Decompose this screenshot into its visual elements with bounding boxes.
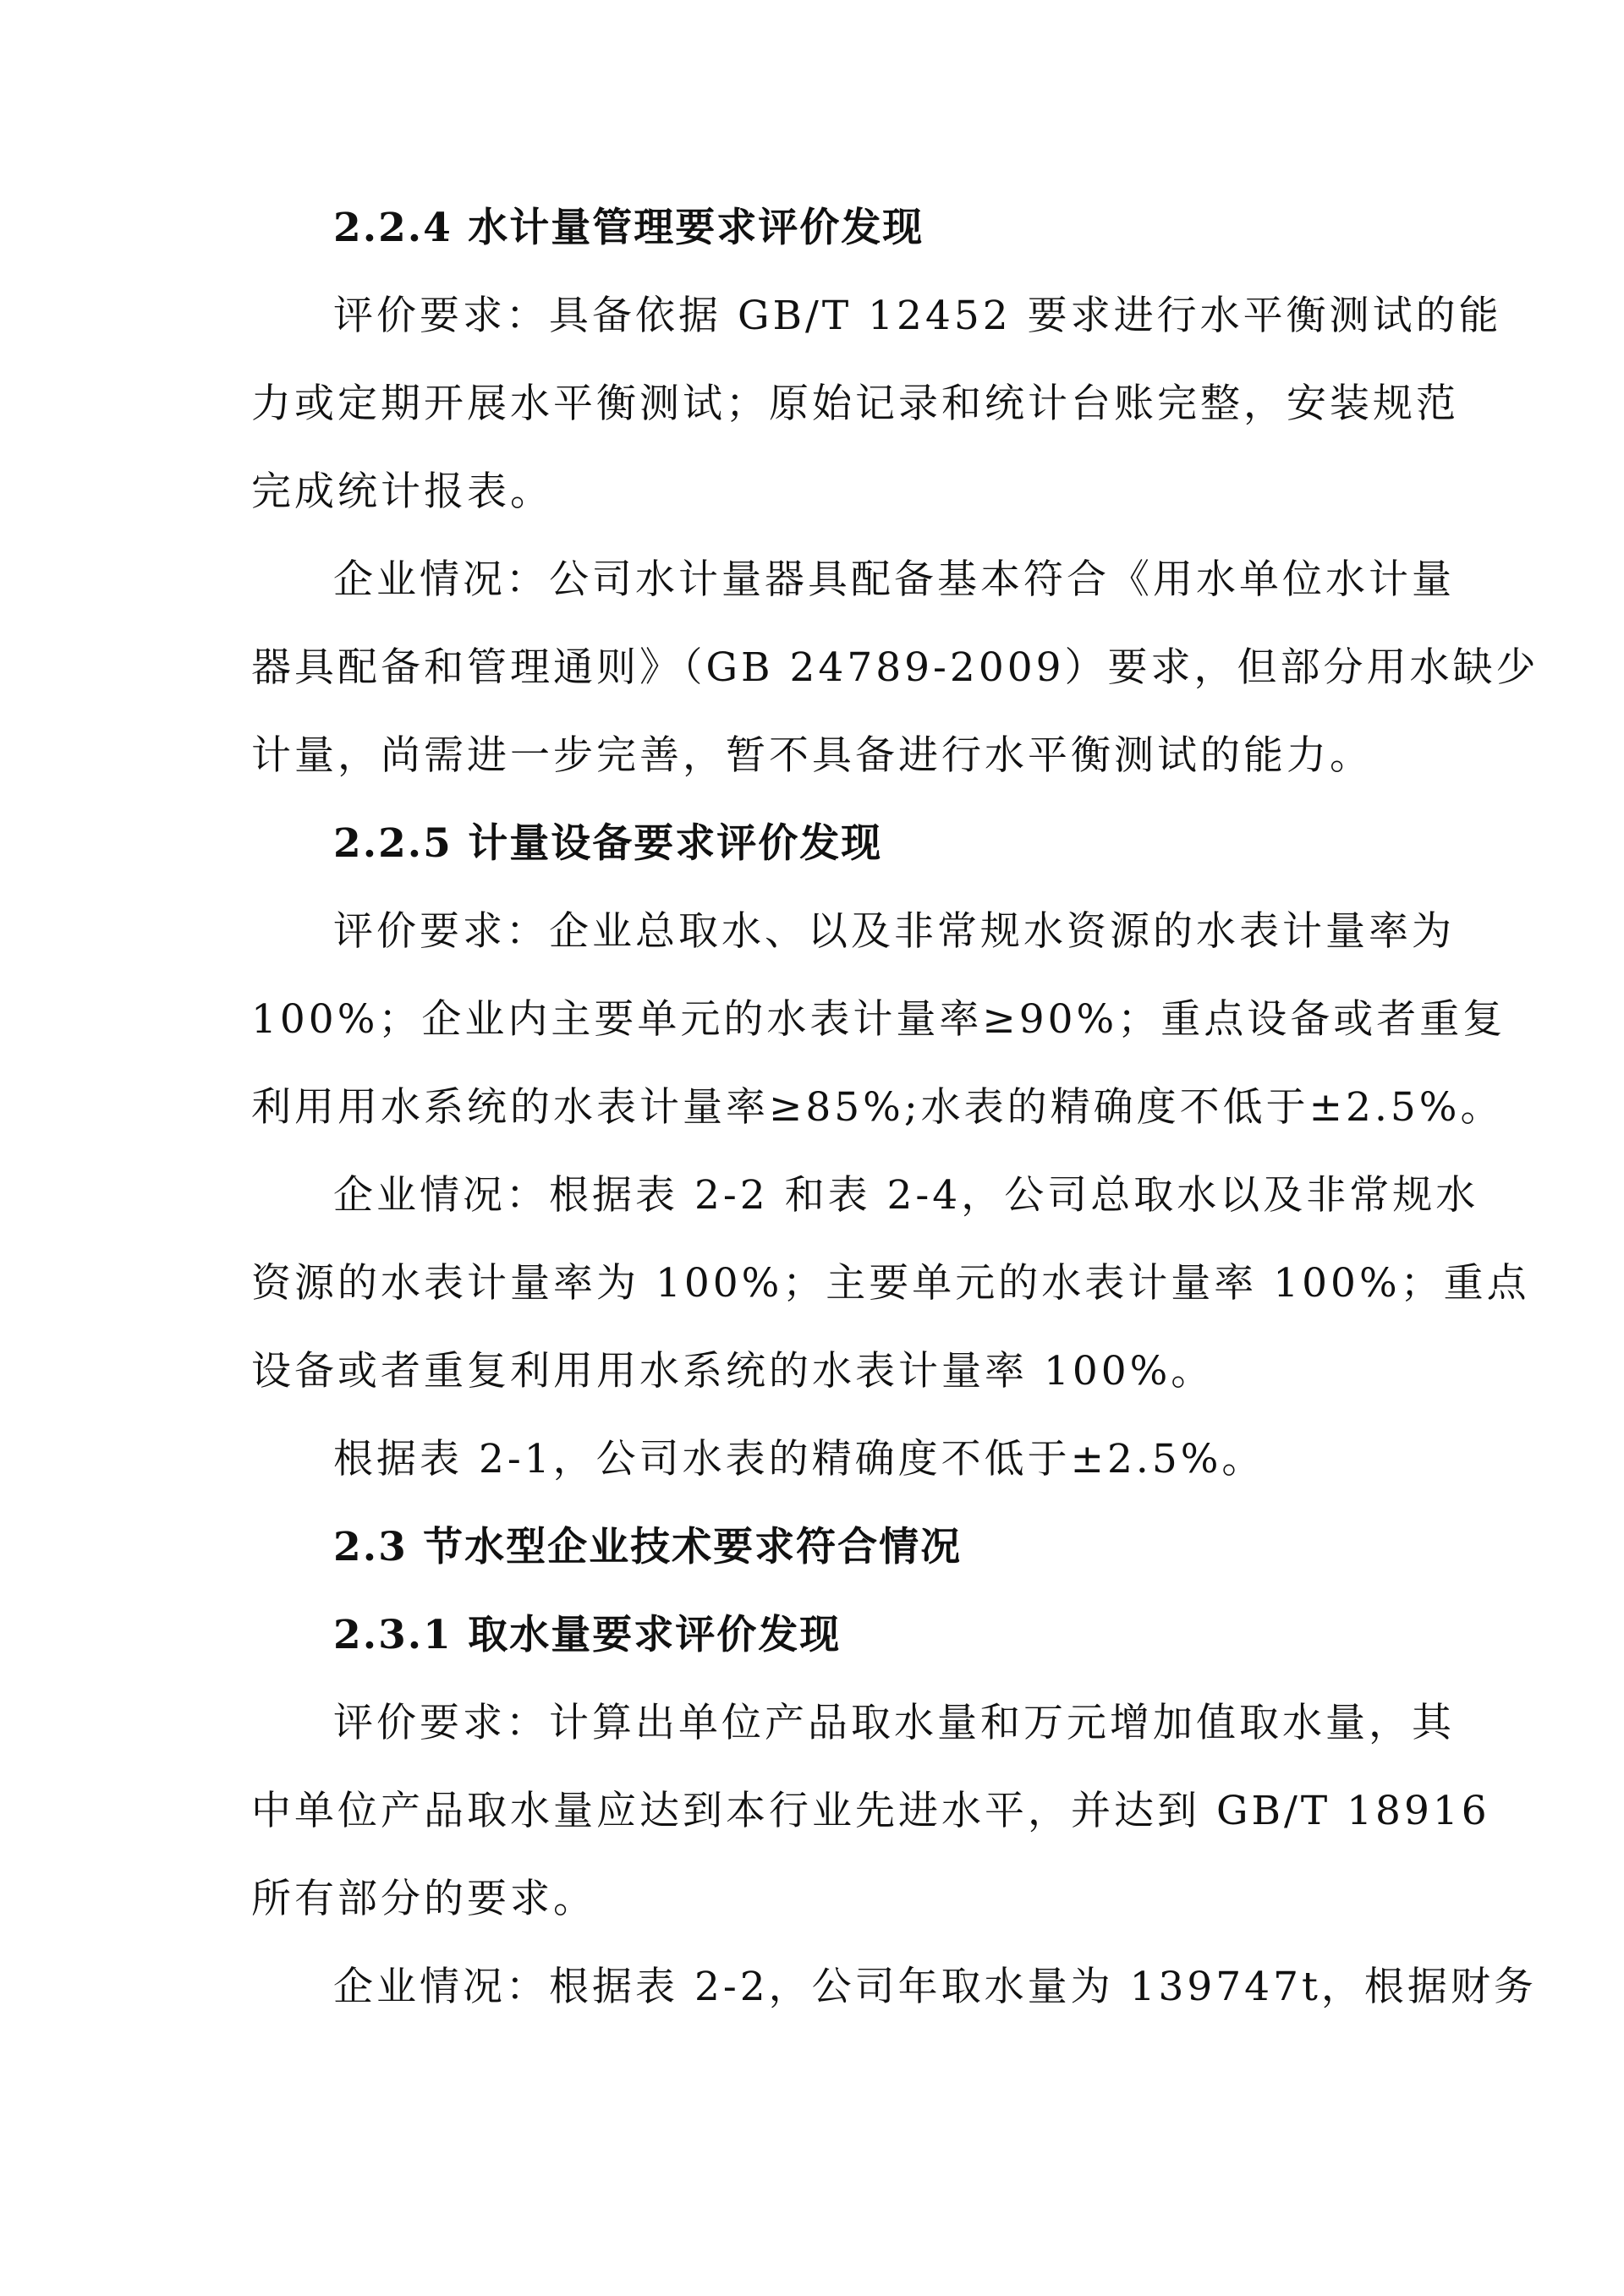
document-page <box>251 0 1539 2296</box>
paragraph-line: 评价要求：具备依据 GB/T 12452 要求进行水平衡测试的能 <box>333 293 1502 339</box>
paragraph-line: 100%；企业内主要单元的水表计量率≥90%；重点设备或者重复 <box>251 996 1506 1043</box>
paragraph-line: 根据表 2-1，公司水表的精确度不低于±2.5%。 <box>333 1436 1265 1482</box>
paragraph-line: 资源的水表计量率为 100%；主要单元的水表计量率 100%；重点 <box>251 1260 1530 1307</box>
paragraph-line: 设备或者重复利用用水系统的水表计量率 100%。 <box>251 1348 1215 1395</box>
section-heading-2-2-4: 2.2.4 水计量管理要求评价发现 <box>333 205 924 251</box>
paragraph-line: 评价要求：企业总取水、以及非常规水资源的水表计量率为 <box>333 908 1455 955</box>
paragraph-line: 所有部分的要求。 <box>251 1876 596 1922</box>
paragraph-line: 完成统计报表。 <box>251 469 553 515</box>
section-heading-2-3-1: 2.3.1 取水量要求评价发现 <box>333 1612 842 1658</box>
paragraph-line: 企业情况：根据表 2-2，公司年取水量为 139747t，根据财务 <box>333 1964 1537 2010</box>
paragraph-line: 利用用水系统的水表计量率≥85%;水表的精确度不低于±2.5%。 <box>251 1084 1504 1131</box>
section-heading-2-3: 2.3 节水型企业技术要求符合情况 <box>333 1524 963 1570</box>
paragraph-line: 企业情况：公司水计量器具配备基本符合《用水单位水计量 <box>333 556 1455 603</box>
section-heading-2-2-5: 2.2.5 计量设备要求评价发现 <box>333 820 883 867</box>
paragraph-line: 评价要求：计算出单位产品取水量和万元增加值取水量，其 <box>333 1700 1455 1746</box>
paragraph-line: 计量，尚需进一步完善，暂不具备进行水平衡测试的能力。 <box>251 732 1373 779</box>
paragraph-line: 中单位产品取水量应达到本行业先进水平，并达到 GB/T 18916 <box>251 1788 1490 1834</box>
paragraph-line: 力或定期开展水平衡测试；原始记录和统计台账完整，安装规范 <box>251 381 1459 427</box>
paragraph-line: 企业情况：根据表 2-2 和表 2-4，公司总取水以及非常规水 <box>333 1172 1479 1219</box>
paragraph-line: 器具配备和管理通则》（GB 24789-2009）要求，但部分用水缺少 <box>251 644 1539 691</box>
